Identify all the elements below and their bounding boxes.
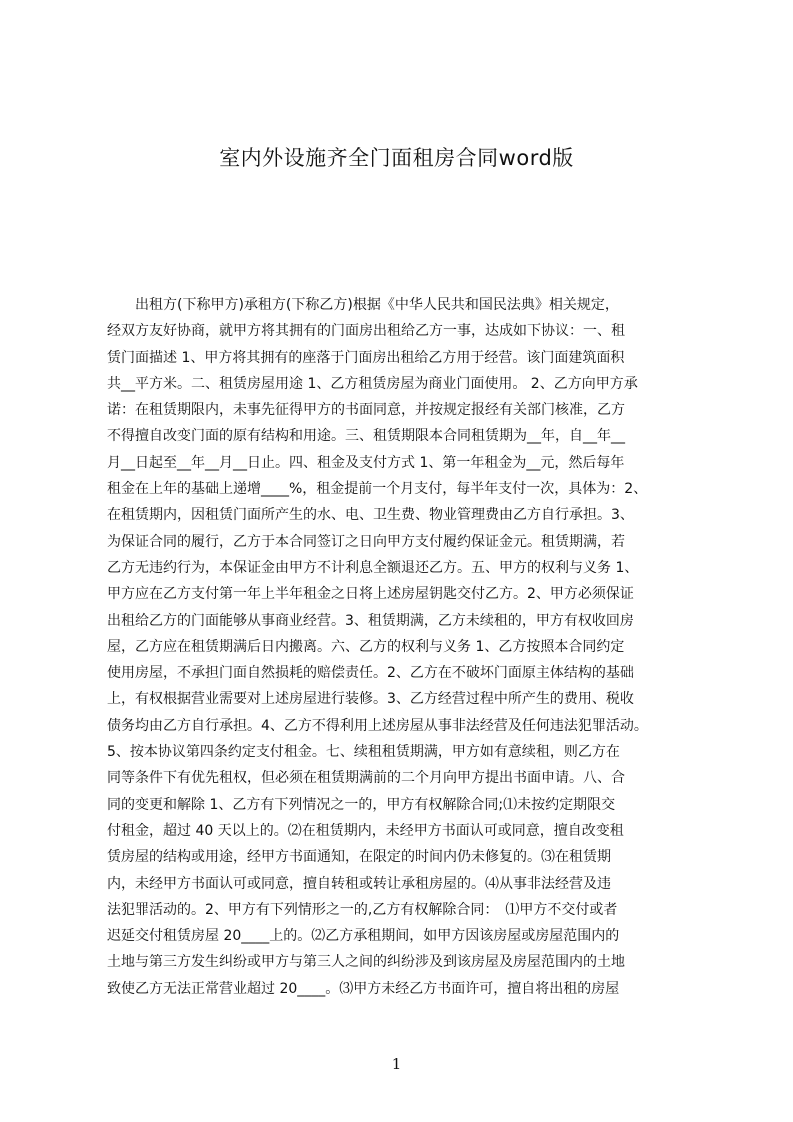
body-line: 屋，乙方应在租赁期满后日内搬离。六、乙方的权利与义务 1、乙方按照本合同约定: [107, 638, 625, 655]
body-line: 同等条件下有优先租权，但必须在租赁期满前的二个月向甲方提出书面申请。八、合: [107, 770, 625, 787]
body-line: 致使乙方无法正常营业超过 20____。⑶甲方未经乙方书面许可，擅自将出租的房屋: [107, 980, 620, 997]
body-line: 使用房屋，不承担门面自然损耗的赔偿责任。2、乙方在不破坏门面原主体结构的基础: [107, 665, 634, 682]
body-line: 赁房屋的结构或用途，经甲方书面通知，在限定的时间内仍未修复的。⑶在租赁期: [107, 849, 611, 866]
body-line: 5、按本协议第四条约定支付租金。七、续租租赁期满，甲方如有意续租，则乙方在: [107, 744, 620, 761]
body-line: 甲方应在乙方支付第一年上半年租金之日将上述房屋钥匙交付乙方。2、甲方必须保证: [107, 586, 634, 603]
body-line: 付租金，超过 40 天以上的。⑵在租赁期内，未经甲方书面认可或同意，擅自改变租: [107, 822, 624, 839]
body-line: 在租赁期内，因租赁门面所产生的水、电、卫生费、物业管理费由乙方自行承担。3、: [107, 507, 634, 524]
body-line: 经双方友好协商，就甲方将其拥有的门面房出租给乙方一事，达成如下协议：一、租: [107, 323, 625, 340]
body-line: 乙方无违约行为，本保证金由甲方不计利息全额退还乙方。五、甲方的权利与义务 1、: [107, 559, 639, 576]
body-line: 为保证合同的履行，乙方于本合同签订之日向甲方支付履约保证金元。租赁期满，若: [107, 533, 625, 550]
body-line: 法犯罪活动的。2、甲方有下列情形之一的,乙方有权解除合同： ⑴甲方不交付或者: [107, 901, 618, 918]
body-line: 月__日起至__年__月__日止。四、租金及支付方式 1、第一年租金为__元，然后每年: [107, 454, 625, 471]
body-line: 赁门面描述 1、甲方将其拥有的座落于门面房出租给乙方用于经营。该门面建筑面积: [107, 349, 625, 366]
body-line: 同的变更和解除 1、乙方有下列情况之一的，甲方有权解除合同;⑴未按约定期限交: [107, 796, 616, 813]
body-line: 共__平方米。二、租赁房屋用途 1、乙方租赁房屋为商业门面使用。 2、乙方向甲方承: [107, 375, 638, 392]
body-line: 诺：在租赁期限内，未事先征得甲方的书面同意，并按规定报经有关部门核准，乙方: [107, 402, 625, 419]
body-line: 土地与第三方发生纠纷或甲方与第三人之间的纠纷涉及到该房屋及房屋范围内的土地: [107, 954, 625, 971]
contract-body: [107, 292, 697, 1002]
body-line: 出租方(下称甲方)承租方(下称乙方)根据《中华人民共和国民法典》相关规定，: [107, 297, 619, 313]
body-line: 不得擅自改变门面的原有结构和用途。三、租赁期限本合同租赁期为__年，自__年__: [107, 428, 625, 445]
body-line: 租金在上年的基础上递增____%，租金提前一个月支付，每半年支付一次，具体为：2、: [107, 481, 648, 498]
body-line: 内，未经甲方书面认可或同意，擅自转租或转让承租房屋的。⑷从事非法经营及违: [107, 875, 611, 892]
body-line: 债务均由乙方自行承担。4、乙方不得利用上述房屋从事非法经营及任何违法犯罪活动。: [107, 717, 648, 734]
body-line: 迟延交付租赁房屋 20____上的。⑵乙方承租期间，如甲方因该房屋或房屋范围内的: [107, 928, 620, 945]
body-line: 出租给乙方的门面能够从事商业经营。3、租赁期满，乙方未续租的，甲方有权收回房: [107, 612, 634, 629]
document-title: 室内外设施齐全门面租房合同word版: [219, 146, 574, 170]
body-line: 上，有权根据营业需要对上述房屋进行装修。3、乙方经营过程中所产生的费用、税收: [107, 691, 634, 708]
page-number: 1: [391, 1055, 402, 1073]
